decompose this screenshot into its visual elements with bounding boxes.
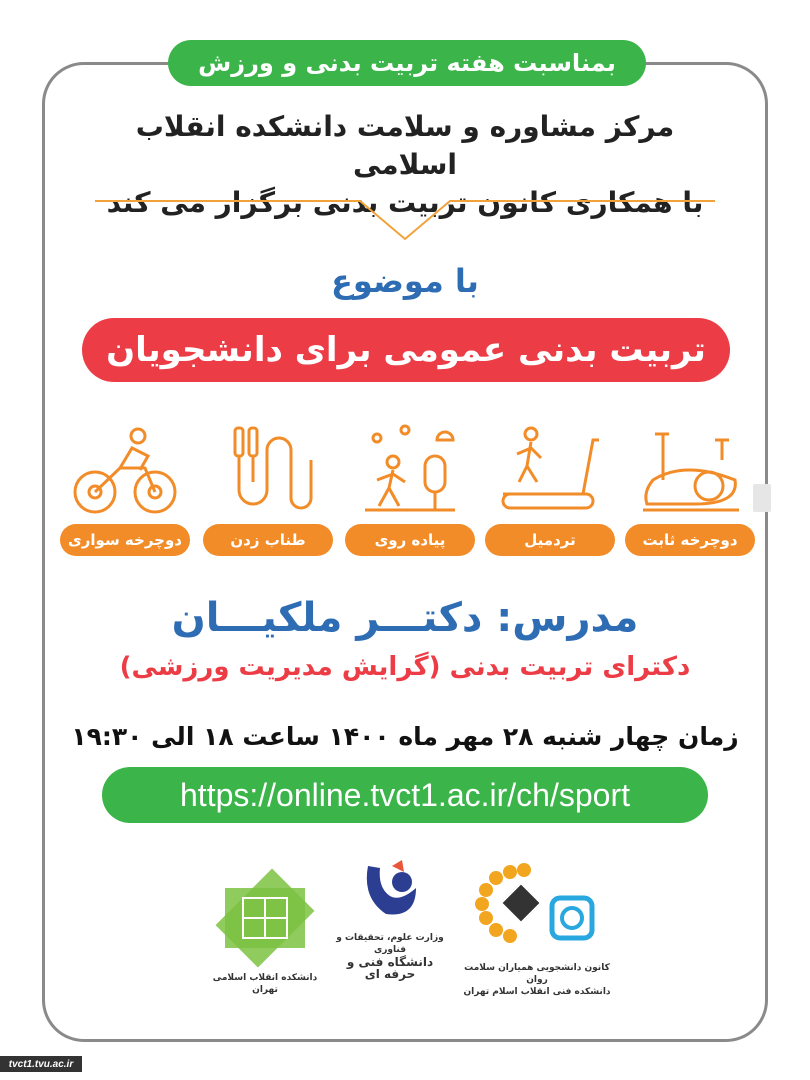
ministry-logo xyxy=(330,858,450,980)
club-logo xyxy=(462,858,612,998)
instructor-degree: دکترای تربیت بدنی (گرایش مدیریت ورزشی) xyxy=(119,652,691,682)
club-caption-line-1: کانون دانشجویی همیاران سلامت روان xyxy=(464,963,610,985)
treadmill-icon xyxy=(495,420,605,520)
club-emblem-icon xyxy=(462,858,612,958)
instructor-name: مدرس: دکتـــر ملکیـــان xyxy=(171,595,639,641)
activity-walking xyxy=(345,420,475,560)
club-caption-line-2: دانشکده فنی انقلاب اسلام تهران xyxy=(463,987,611,997)
activity-treadmill xyxy=(485,420,615,560)
jump-rope-icon xyxy=(213,420,323,520)
event-link[interactable]: https://online.tvct1.ac.ir/ch/sport xyxy=(102,767,708,823)
subject-title: تربیت بدنی عمومی برای دانشجویان xyxy=(82,318,730,382)
walking-icon xyxy=(355,420,465,520)
subject-label: با موضوع xyxy=(331,262,479,300)
activity-stationary-bike xyxy=(625,420,755,560)
site-watermark: tvct1.tvu.ac.ir xyxy=(0,1056,82,1072)
activities-row xyxy=(55,420,755,560)
activity-label: دوچرخه سواری xyxy=(60,524,190,556)
faculty-caption: دانشکده انقلاب اسلامی تهران xyxy=(212,973,318,995)
activity-jump-rope xyxy=(203,420,333,560)
activity-label: طناب زدن xyxy=(203,524,333,556)
activity-cycling xyxy=(60,420,190,560)
stationary-bike-icon xyxy=(635,420,745,520)
schedule-text: زمان چهار شنبه ۲۸ مهر ماه ۱۴۰۰ ساعت ۱۸ الی ۱۹:۳۰ xyxy=(71,722,739,751)
ministry-caption-line-2: دانشگاه فنی و حرفه ای xyxy=(346,955,434,981)
organizer-line-1: مرکز مشاوره و سلامت دانشکده انقلاب اسلامی xyxy=(135,110,675,181)
activity-label: تردمیل xyxy=(485,524,615,556)
organizer-line-2: با همکاری کانون تربیت بدنی برگزار می کند xyxy=(106,186,704,219)
cycling-icon xyxy=(70,420,180,520)
ministry-caption-line-1: وزارت علوم، تحقیقات و فناوری xyxy=(336,933,444,955)
activity-label: پیاده روی xyxy=(345,524,475,556)
faculty-emblem-icon xyxy=(205,868,325,968)
activity-label: دوچرخه ثابت xyxy=(625,524,755,556)
occasion-banner: بمناسبت هفته تربیت بدنی و ورزش xyxy=(168,40,646,86)
faculty-logo xyxy=(205,868,325,996)
university-emblem-icon xyxy=(330,858,450,928)
side-emblem xyxy=(753,484,771,512)
separator-chevron xyxy=(95,199,715,259)
